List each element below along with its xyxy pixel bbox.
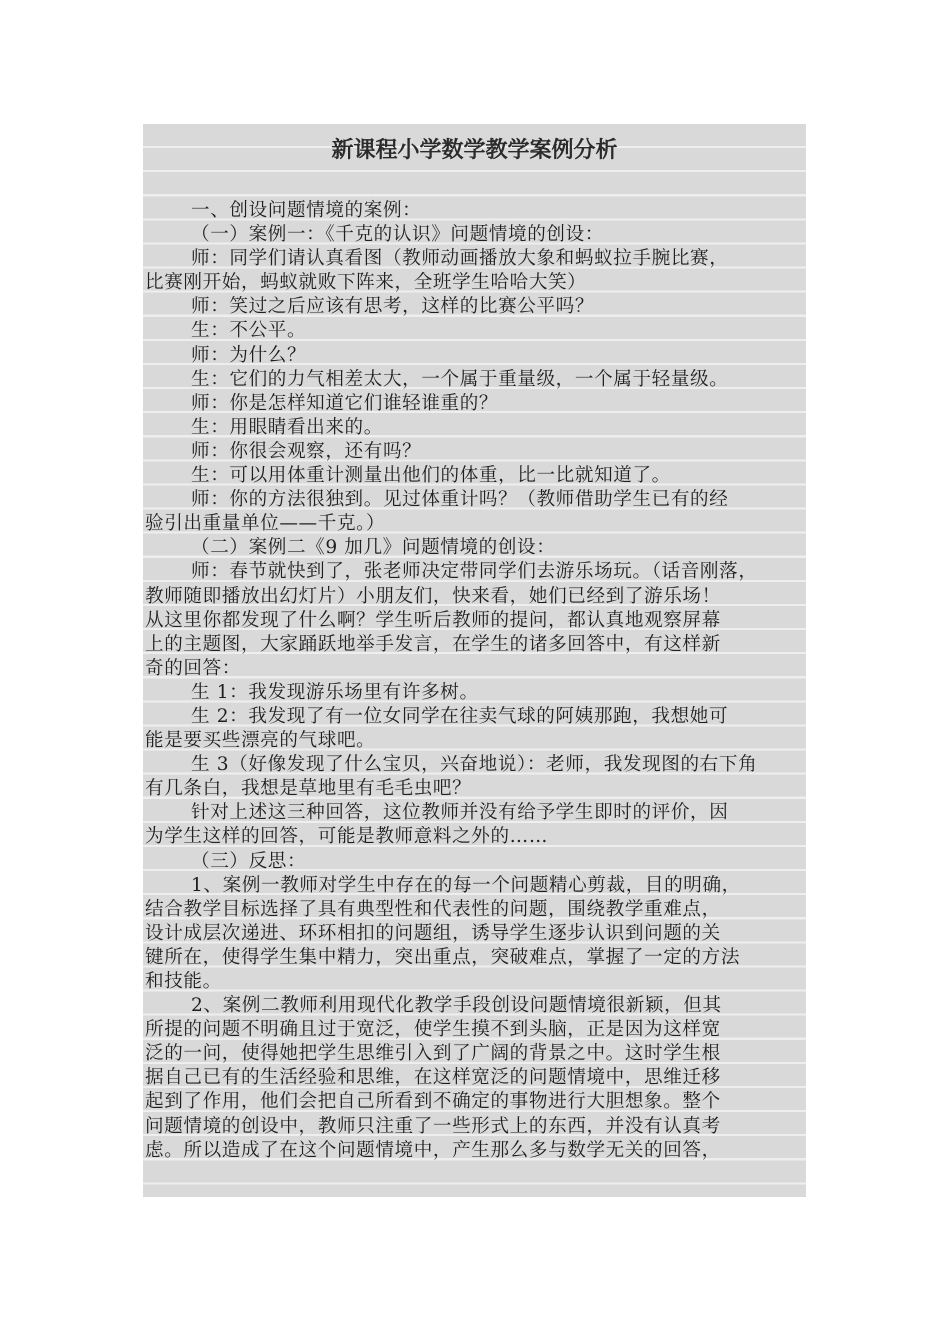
text-line: 师：你是怎样知道它们谁轻谁重的？	[191, 392, 499, 414]
text-line: 生：用眼睛看出来的。	[191, 416, 383, 438]
text-line: 泛的一问，使得她把学生思维引入到了广阔的背景之中。这时学生根	[145, 1043, 721, 1065]
text-line: 结合教学目标选择了具有典型性和代表性的问题，围绕教学重难点，	[145, 898, 721, 920]
text-line: 能是要买些漂亮的气球吧。	[145, 730, 376, 752]
text-line: 为学生这样的回答，可能是教师意料之外的……	[145, 826, 549, 848]
text-line: 生：可以用体重计测量出他们的体重，比一比就知道了。	[191, 465, 671, 487]
text-line: 针对上述这三种回答，这位教师并没有给予学生即时的评价，因	[191, 802, 729, 824]
text-line: 师：为什么？	[191, 344, 307, 366]
document-body	[145, 199, 808, 1163]
document-title: 新课程小学数学教学案例分析	[331, 138, 618, 163]
text-line: （三）反思：	[191, 850, 307, 872]
text-line: 设计成层次递进、环环相扣的问题组，诱导学生逐步认识到问题的关	[145, 922, 721, 944]
text-line: （一）案例一：《千克的认识》问题情境的创设：	[191, 224, 604, 246]
text-line: 问题情境的创设中，教师只注重了一些形式上的东西，并没有认真考	[145, 1115, 721, 1137]
text-line: 和技能。	[145, 971, 222, 992]
text-line: 师：你很会观察，还有吗？	[191, 440, 422, 462]
text-line: 2、案例二教师利用现代化教学手段创设问题情境很新颖，但其	[191, 995, 722, 1017]
text-line: 师：春节就快到了，张老师决定带同学们去游乐场玩。（话音刚落，	[191, 561, 758, 583]
text-line: 键所在，使得学生集中精力，突出重点，突破难点，掌握了一定的方法	[145, 946, 741, 968]
text-line: 据自己已有的生活经验和思维，在这样宽泛的问题情境中，思维迁移	[145, 1067, 721, 1089]
text-line: 上的主题图，大家踊跃地举手发言，在学生的诸多回答中，有这样新	[145, 633, 721, 655]
text-line: 师：笑过之后应该有思考，这样的比赛公平吗？	[191, 296, 595, 318]
text-line: 虑。所以造成了在这个问题情境中，产生那么多与数学无关的回答，	[145, 1139, 721, 1161]
text-line: 奇的回答：	[145, 657, 241, 679]
text-line: 生：它们的力气相差太大，一个属于重量级，一个属于轻量级。	[191, 368, 729, 390]
text-line: 生 1：我发现游乐场里有许多树。	[191, 681, 479, 703]
text-line: 比赛刚开始，蚂蚁就败下阵来，全班学生哈哈大笑）	[145, 272, 587, 294]
text-line: 师：你的方法很独到。见过体重计吗？（教师借助学生已有的经	[191, 489, 729, 511]
document-page	[143, 124, 806, 1197]
text-line: 从这里你都发现了什么啊？学生听后教师的提问，都认真地观察屏幕	[145, 609, 721, 631]
text-line: 验引出重量单位——千克。）	[145, 513, 386, 535]
text-line: 有几条白，我想是草地里有毛毛虫吧？	[145, 778, 472, 800]
text-line: （二）案例二《9 加几》问题情境的创设：	[191, 537, 556, 559]
text-line: 生 2：我发现了有一位女同学在往卖气球的阿姨那跑，我想她可	[191, 705, 729, 727]
text-line: 师：同学们请认真看图（教师动画播放大象和蚂蚁拉手腕比赛，	[191, 248, 729, 270]
text-line: 教师随即播放出幻灯片）小朋友们，快来看，她们已经到了游乐场！	[145, 585, 721, 607]
text-line: 生：不公平。	[191, 320, 307, 342]
text-line: 生 3（好像发现了什么宝贝，兴奋地说）：老师，我发现图的右下角	[191, 754, 758, 776]
text-line: 所提的问题不明确且过于宽泛，使学生摸不到头脑，正是因为这样宽	[145, 1019, 721, 1041]
text-line: 起到了作用，他们会把自己所看到不确定的事物进行大胆想象。整个	[145, 1091, 721, 1113]
text-line: 1、案例一教师对学生中存在的每一个问题精心剪裁，目的明确，	[191, 874, 741, 896]
text-line: 一、创设问题情境的案例：	[191, 200, 422, 221]
